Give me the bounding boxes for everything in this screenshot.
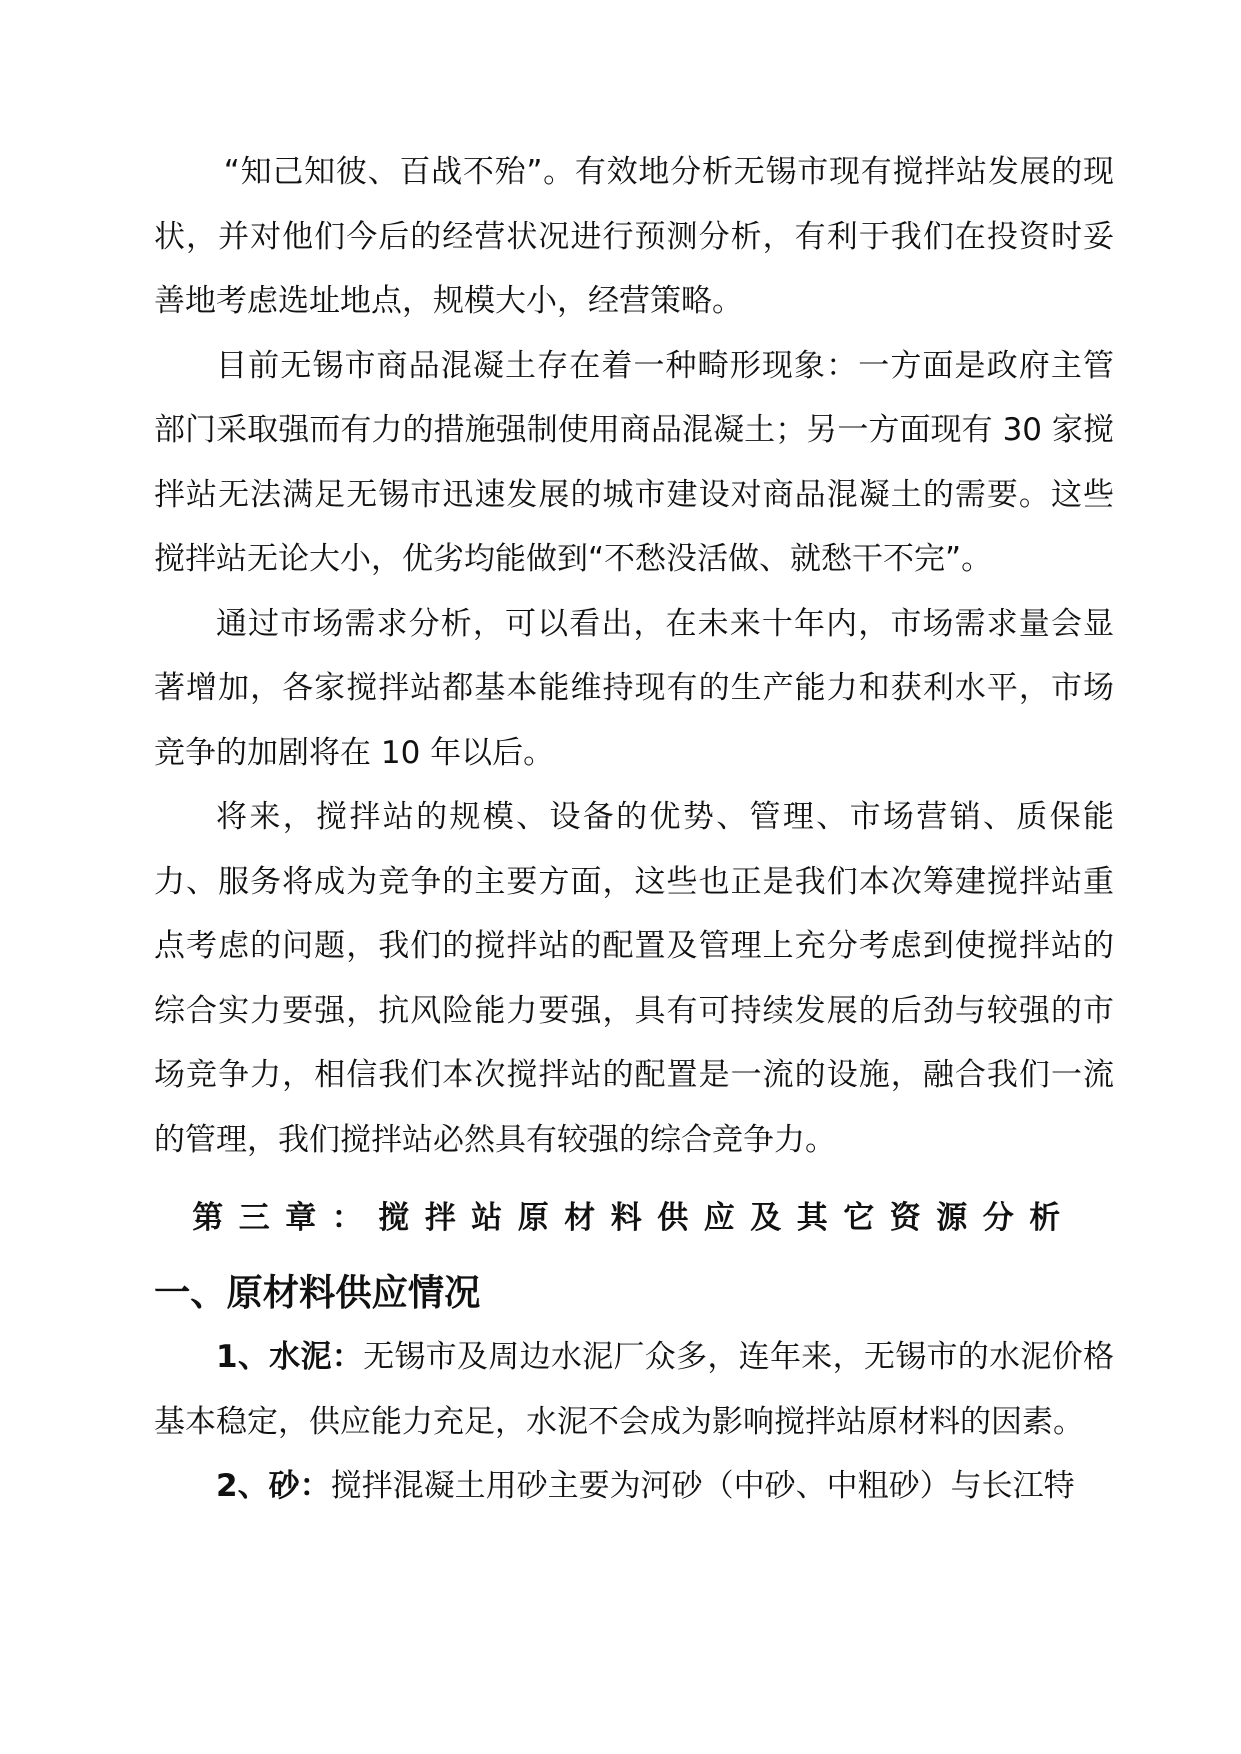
paragraph-3: 通过市场需求分析，可以看出，在未来十年内，市场需求量会显著增加，各家搅拌站都基本能维持现有的生产能力和获利水平，市场竞争的加剧将在 10 年以后。: [154, 605, 1114, 771]
item-cement-lead: 1、水泥：: [216, 1339, 364, 1375]
section-title: 一、原材料供应情况: [154, 1270, 481, 1314]
item-cement: [154, 1325, 1114, 1454]
paragraph-4: 将来，搅拌站的规模、设备的优势、管理、市场营销、质保能力、服务将成为竞争的主要方面，这些也正是我们本次筹建搅拌站重点考虑的问题，我们的搅拌站的配置及管理上充分考虑到使搅拌站的综合实力要强，抗风险能力要强，具有可持续发展的后劲与较强的市场竞争力，相信我们本次搅拌站的配置是一流的设施，融合我们一流的管理，我们搅拌站必然具有较强的综合竞争力。: [154, 799, 1114, 1158]
item-sand-text: 搅拌混凝土用砂主要为河砂（中砂、中粗砂）与长江特: [330, 1468, 1075, 1504]
item-sand: [154, 1454, 1114, 1519]
paragraph-1: “知己知彼、百战不殆”。有效地分析无锡市现有搅拌站发展的现状，并对他们今后的经营状况进行预测分析，有利于我们在投资时妥善地考虑选址地点，规模大小，经营策略。: [154, 154, 1114, 319]
chapter-title: 第三章：搅拌站原材料供应及其它资源分析: [192, 1200, 1076, 1236]
item-sand-lead: 2、砂：: [216, 1468, 331, 1504]
page-content: [154, 140, 1114, 1519]
paragraph-2: 目前无锡市商品混凝土存在着一种畸形现象：一方面是政府主管部门采取强而有力的措施强制使用商品混凝土；另一方面现有 30 家搅拌站无法满足无锡市迅速发展的城市建设对商品混凝土的需要。这些搅拌站无论大小，优劣均能做到“不愁没活做、就愁干不完”。: [154, 347, 1114, 577]
item-cement-text: 无锡市及周边水泥厂众多，连年来，无锡市的水泥价格基本稳定，供应能力充足，水泥不会成为影响搅拌站原材料的因素。: [154, 1339, 1114, 1440]
